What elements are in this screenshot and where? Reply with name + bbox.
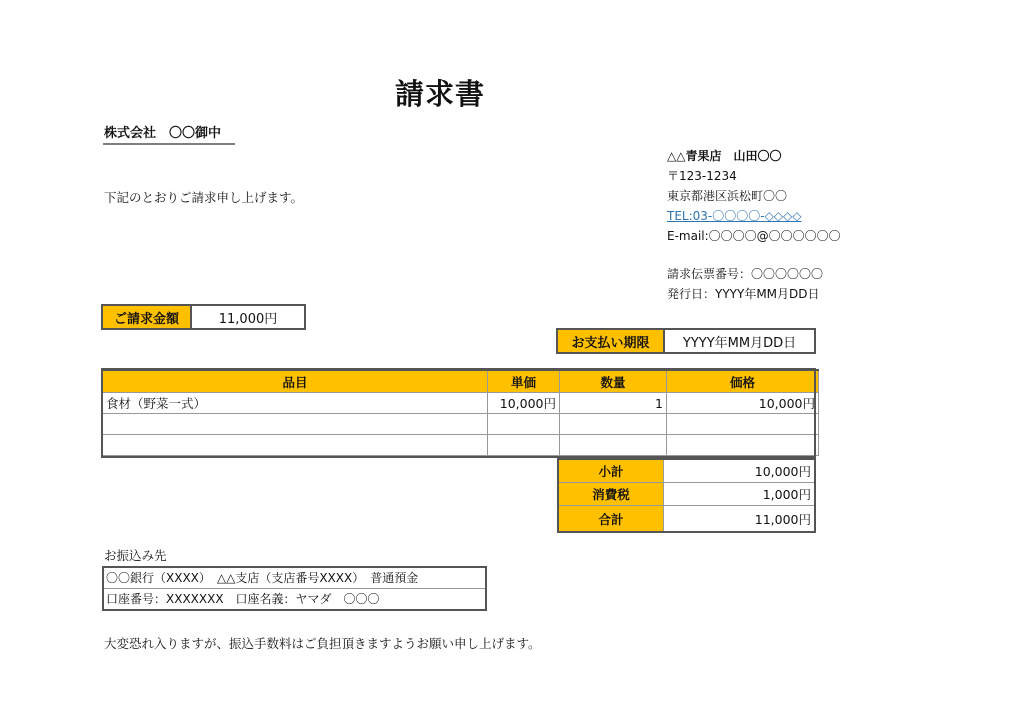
- sender-tel-link[interactable]: TEL:03-〇〇〇〇-◇◇◇◇: [667, 209, 802, 223]
- table-row: [103, 435, 819, 456]
- tax-row: [558, 483, 815, 506]
- amount-due-value: 11,000円: [192, 306, 304, 328]
- payment-deadline-label: お支払い期限: [558, 330, 665, 352]
- total-row: [558, 506, 815, 533]
- intro-text: 下記のとおりご請求申し上げます。: [104, 190, 304, 205]
- amount-due-box: [101, 304, 306, 330]
- tax-value: 1,000円: [664, 483, 816, 506]
- items-header-row: [103, 370, 819, 393]
- cell-quantity: [560, 414, 667, 435]
- header-unit-price: 単価: [488, 370, 560, 393]
- sender-postal: 〒123-1234: [667, 169, 737, 183]
- cell-price: 10,000円: [667, 393, 819, 414]
- subtotal-row: [558, 459, 815, 483]
- cell-quantity: 1: [560, 393, 667, 414]
- header-item: 品目: [103, 370, 488, 393]
- footer-note: 大変恐れ入りますが、振込手数料はご負担頂きますようお願い申し上げます。: [104, 636, 541, 651]
- recipient-name: 株式会社 〇〇御中: [104, 126, 222, 141]
- tax-label: 消費税: [558, 483, 664, 506]
- cell-unit-price: 10,000円: [488, 393, 560, 414]
- sender-name: △△青果店 山田〇〇: [667, 149, 782, 163]
- header-quantity: 数量: [560, 370, 667, 393]
- total-value: 11,000円: [664, 506, 816, 533]
- items-table: [102, 369, 819, 456]
- sender-address: 東京都港区浜松町〇〇: [667, 189, 788, 203]
- bank-heading: お振込み先: [104, 548, 167, 563]
- subtotal-label: 小計: [558, 459, 664, 483]
- sender-block: [667, 146, 841, 246]
- cell-unit-price: [488, 435, 560, 456]
- cell-price: [667, 435, 819, 456]
- issue-date: 発行日：YYYY年MM月DD日: [667, 287, 820, 301]
- amount-due-label: ご請求金額: [103, 306, 192, 328]
- bank-line-2: 口座番号：XXXXXXX 口座名義：ヤマダ 〇〇〇: [106, 592, 380, 606]
- subtotal-value: 10,000円: [664, 459, 816, 483]
- cell-item: 食材（野菜一式）: [103, 393, 488, 414]
- recipient-underline: [103, 143, 235, 145]
- payment-deadline-value: YYYY年MM月DD日: [665, 330, 814, 352]
- totals-table: [557, 458, 816, 533]
- table-row: [103, 393, 819, 414]
- document-title: 請求書: [394, 77, 485, 111]
- table-row: [103, 414, 819, 435]
- invoice-meta: [667, 264, 823, 304]
- cell-quantity: [560, 435, 667, 456]
- cell-unit-price: [488, 414, 560, 435]
- payment-deadline-box: [556, 328, 816, 354]
- cell-price: [667, 414, 819, 435]
- bank-info-box: [102, 566, 487, 611]
- header-price: 価格: [667, 370, 819, 393]
- sender-email: E-mail:〇〇〇〇@〇〇〇〇〇〇: [667, 229, 841, 243]
- invoice-number: 請求伝票番号：〇〇〇〇〇〇: [667, 267, 824, 281]
- cell-item: [103, 435, 488, 456]
- total-label: 合計: [558, 506, 664, 533]
- bank-line-1: 〇〇銀行（XXXX） △△支店（支店番号XXXX） 普通預金: [104, 568, 485, 589]
- cell-item: [103, 414, 488, 435]
